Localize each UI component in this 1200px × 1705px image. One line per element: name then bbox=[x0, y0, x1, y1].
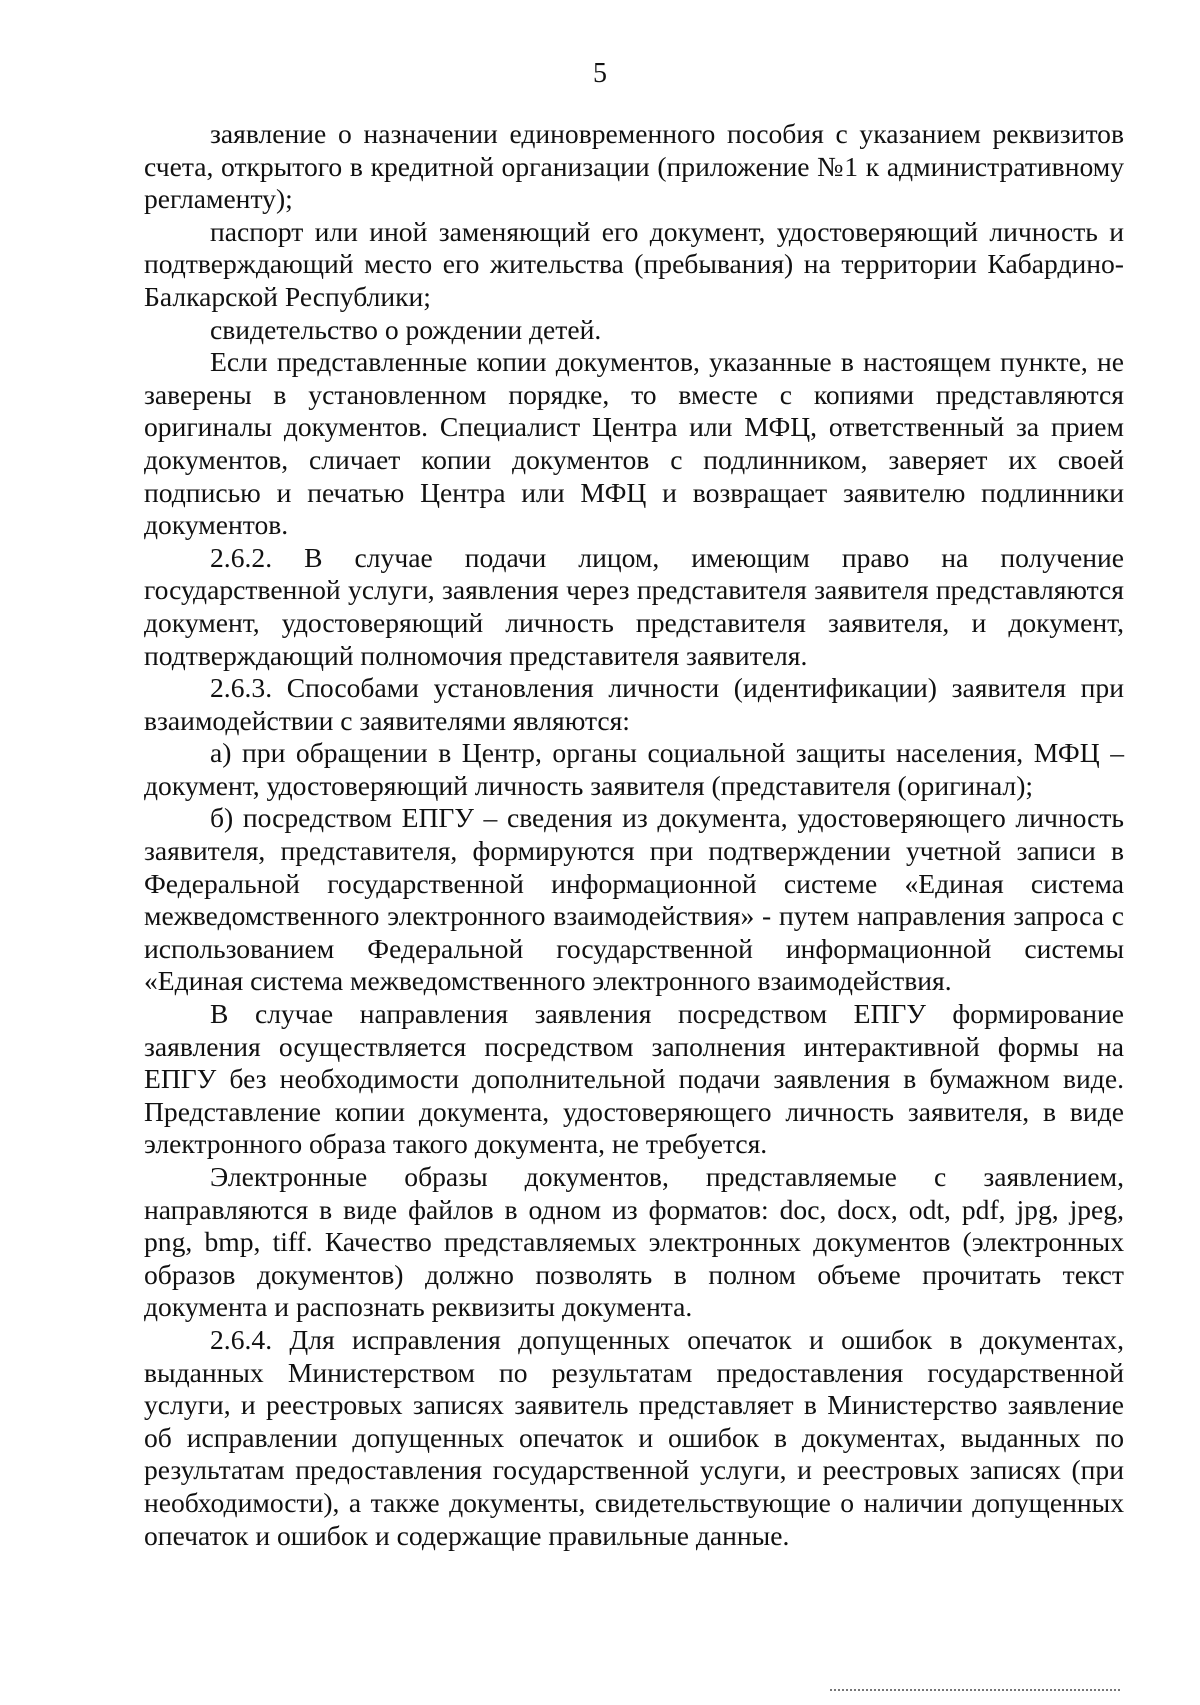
paragraph-2-6-4: 2.6.4. Для исправления допущенных опечаток и ошибок в документах, выданных Министерством по результатам предоставления государственной услуги, и реестровых записях заявитель представляет в Министерство заявление об исправлении допущенных опечаток и ошибок в документах, выданных по результатам предоставления государственной услуги, и реестровых записях (при необходимости), а также документы, свидетельствующие о наличии допущенных опечаток и ошибок и содержащие правильные данные. bbox=[144, 1323, 1124, 1551]
paragraph-2-6-3: 2.6.3. Способами установления личности (идентификации) заявителя при взаимодействии с заявителями являются: bbox=[144, 672, 1124, 736]
paragraph-birth-certificate: свидетельство о рождении детей. bbox=[210, 313, 602, 345]
paragraph-electronic-formats: Электронные образы документов, представляемые с заявлением, направляются в виде файлов в одном из форматов: doc, docx, odt, pdf, jpg, jpeg, png, bmp, tiff. Качество представляемых электронных документов (электронных образов документов) должно позволять в полном объеме прочитать текст документа и распознать реквизиты документа. bbox=[144, 1161, 1124, 1323]
page-number: 5 bbox=[593, 58, 607, 89]
paragraph-document-copies: Если представленные копии документов, указанные в настоящем пункте, не заверены в установленном порядке, то вместе с копиями представляются оригиналы документов. Специалист Центра или МФЦ, ответственный за прием документов, сличает копии документов с подлинником, заверяет их своей подписью и печатью Центра или МФЦ и возвращает заявителю подлинники документов. bbox=[144, 346, 1124, 541]
paragraph-passport: паспорт или иной заменяющий его документ, удостоверяющий личность и подтверждающий место его жительства (пребывания) на территории Кабардино-Балкарской Республики; bbox=[144, 215, 1124, 312]
footer-dotted-line bbox=[830, 1689, 1120, 1691]
paragraph-identification-a: а) при обращении в Центр, органы социальной защиты населения, МФЦ – документ, удостоверяющий личность заявителя (представителя (оригинал); bbox=[144, 737, 1124, 801]
paragraph-epgu-application: В случае направления заявления посредством ЕПГУ формирование заявления осуществляется посредством заполнения интерактивной формы на ЕПГУ без необходимости дополнительной подачи заявления в бумажном виде. Представление копии документа, удостоверяющего личность заявителя, в виде электронного образа такого документа, не требуется. bbox=[144, 998, 1124, 1160]
paragraph-identification-b: б) посредством ЕПГУ – сведения из документа, удостоверяющего личность заявителя, представителя, формируются при подтверждении учетной записи в Федеральной государственной информационной системе «Единая система межведомственного электронного взаимодействия» - путем направления запроса с использованием Федеральной государственной информационной системы «Единая система межведомственного электронного взаимодействия. bbox=[144, 802, 1124, 997]
paragraph-application: заявление о назначении единовременного пособия с указанием реквизитов счета, открытого в кредитной организации (приложение №1 к административному регламенту); bbox=[144, 118, 1124, 215]
document-body bbox=[144, 118, 1124, 1552]
paragraph-2-6-2: 2.6.2. В случае подачи лицом, имеющим право на получение государственной услуги, заявления через представителя заявителя представляются документ, удостоверяющий личность представителя заявителя, и документ, подтверждающий полномочия представителя заявителя. bbox=[144, 541, 1124, 671]
